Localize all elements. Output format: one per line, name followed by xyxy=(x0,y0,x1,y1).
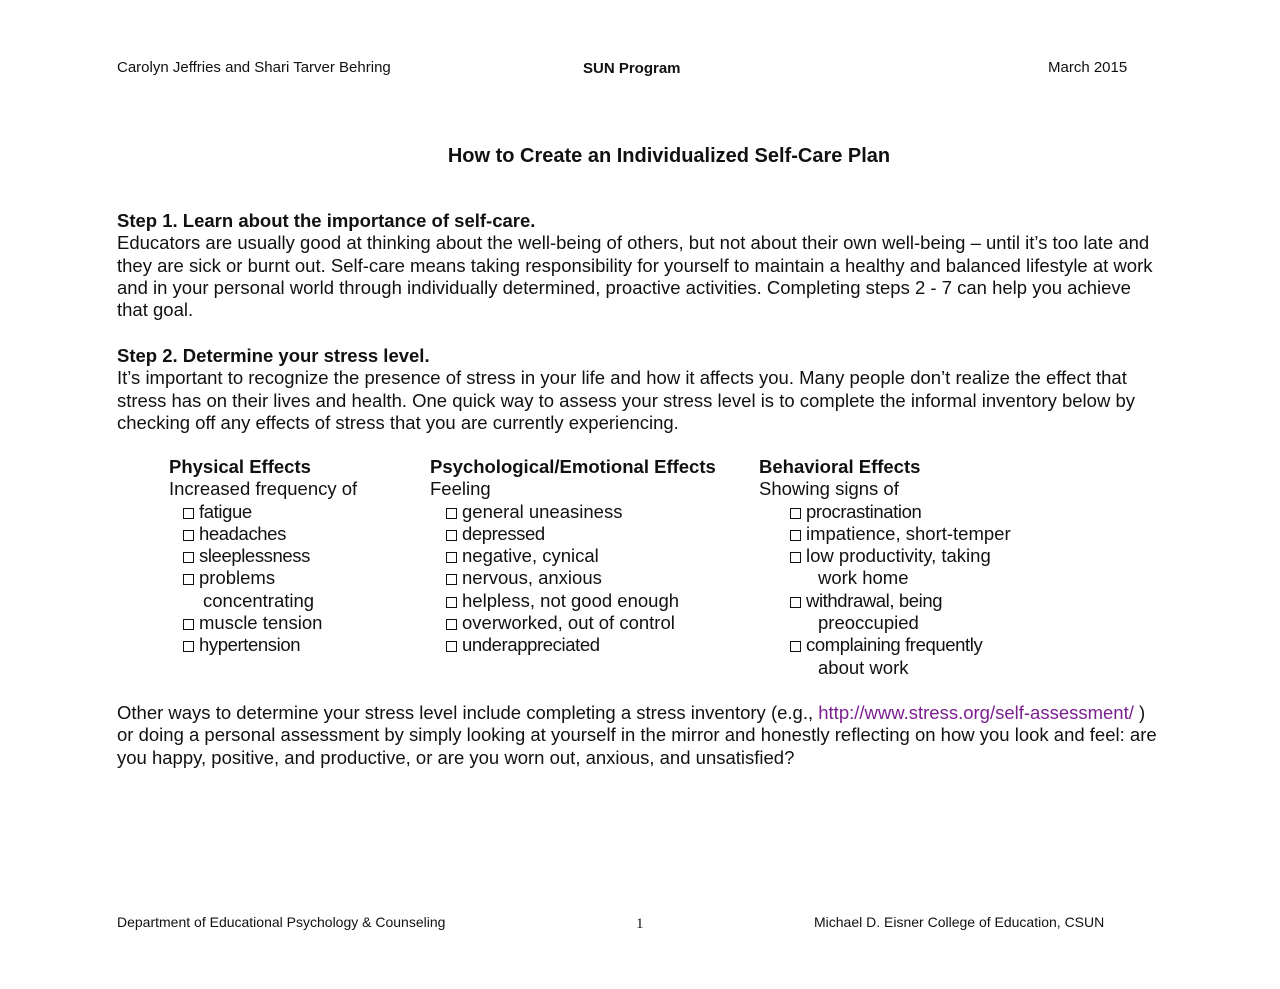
closing-text-after-link: ) or doing a personal assessment by simply looking at yourself in the mirror and honestly reflecting on how you look and feel: are you happy, positive, and productive, or are you worn out, anxious, and unsatisfied? xyxy=(117,702,1157,768)
psych-effects-heading: Psychological/Emotional Effects xyxy=(430,456,716,477)
step1-heading: Step 1. Learn about the importance of self-care. xyxy=(117,210,536,231)
checkbox-icon[interactable] xyxy=(446,552,457,563)
psych-effects-intro: Feeling xyxy=(430,478,491,500)
step1-body: Educators are usually good at thinking about the well-being of others, but not about their own well-being – until it’s too late and they are sick or burnt out. Self-care means taking responsibility for yourself to maintain a healthy and balanced lifestyle at work and in your personal world through individually determined, proactive activities. Completing steps 2 - 7 can help you achieve that goal. xyxy=(117,232,1153,321)
page-title: How to Create an Individualized Self-Care Plan xyxy=(447,145,891,167)
checklist-item-low-productivity[interactable] xyxy=(790,545,1011,590)
stress-inventory-link[interactable]: http://www.stress.org/self-assessment/ xyxy=(818,702,1134,723)
checklist-label: hypertension xyxy=(199,634,301,656)
checklist-item-depressed[interactable] xyxy=(446,523,716,545)
checklist-item-sleeplessness[interactable] xyxy=(183,545,357,567)
checklist-item-nervous-anxious[interactable] xyxy=(446,567,716,589)
checkbox-icon[interactable] xyxy=(790,597,801,608)
checkbox-icon[interactable] xyxy=(790,641,801,652)
checkbox-icon[interactable] xyxy=(790,552,801,563)
checkbox-icon[interactable] xyxy=(790,508,801,519)
physical-effects-column xyxy=(169,456,357,657)
checklist-item-complaining[interactable] xyxy=(790,634,1011,679)
checklist-label: general uneasiness xyxy=(462,500,623,522)
checkbox-icon[interactable] xyxy=(446,597,457,608)
checklist-label-continuation: about work xyxy=(818,656,909,678)
checklist-label: low productivity, taking xyxy=(806,545,991,567)
checklist-label: negative, cynical xyxy=(462,545,599,567)
checklist-label: sleeplessness xyxy=(199,545,311,567)
checklist-item-hypertension[interactable] xyxy=(183,634,357,656)
physical-effects-intro: Increased frequency of xyxy=(169,478,358,500)
checklist-item-impatience[interactable] xyxy=(790,523,1011,545)
behavioral-effects-heading: Behavioral Effects xyxy=(759,456,921,477)
checkbox-icon[interactable] xyxy=(446,641,457,652)
checklist-label: underappreciated xyxy=(462,634,600,656)
checklist-item-fatigue[interactable] xyxy=(183,501,357,523)
checklist-item-helpless[interactable] xyxy=(446,590,716,612)
step1-section xyxy=(117,210,1157,321)
checkbox-icon[interactable] xyxy=(790,530,801,541)
checkbox-icon[interactable] xyxy=(446,530,457,541)
checklist-label-continuation: preoccupied xyxy=(818,612,919,634)
physical-effects-heading: Physical Effects xyxy=(169,456,311,477)
footer-college: Michael D. Eisner College of Education, CSUN xyxy=(814,914,1105,930)
checklist-label: nervous, anxious xyxy=(462,567,602,589)
behavioral-effects-column xyxy=(759,456,1011,679)
checklist-item-headaches[interactable] xyxy=(183,523,357,545)
checklist-label: muscle tension xyxy=(199,612,323,634)
checklist-item-problems-concentrating[interactable] xyxy=(183,567,357,612)
checklist-item-general-uneasiness[interactable] xyxy=(446,501,716,523)
step2-heading: Step 2. Determine your stress level. xyxy=(117,345,430,366)
checklist-item-muscle-tension[interactable] xyxy=(183,612,357,634)
checkbox-icon[interactable] xyxy=(446,508,457,519)
checklist-label: headaches xyxy=(199,522,286,544)
physical-effects-list xyxy=(169,501,357,657)
checklist-label: problems xyxy=(199,567,276,589)
checkbox-icon[interactable] xyxy=(446,574,457,585)
checklist-item-procrastination[interactable] xyxy=(790,501,1011,523)
psych-effects-list xyxy=(430,501,716,657)
checklist-label: fatigue xyxy=(199,500,252,522)
checkbox-icon[interactable] xyxy=(183,574,194,585)
closing-text-before-link: Other ways to determine your stress level include completing a stress inventory (e.g., xyxy=(117,702,819,723)
step2-section xyxy=(117,345,1157,434)
checklist-label: overworked, out of control xyxy=(462,612,675,634)
footer-department: Department of Educational Psychology & Counseling xyxy=(117,914,446,930)
header-program: SUN Program xyxy=(583,60,681,77)
checklist-label: withdrawal, being xyxy=(806,589,943,611)
checkbox-icon[interactable] xyxy=(446,619,457,630)
closing-paragraph xyxy=(117,702,1157,769)
checklist-item-underappreciated[interactable] xyxy=(446,634,716,656)
checklist-label: helpless, not good enough xyxy=(462,589,680,611)
checkbox-icon[interactable] xyxy=(183,530,194,541)
psych-effects-column xyxy=(430,456,716,657)
checklist-label: complaining frequently xyxy=(806,634,983,656)
step2-body: It’s important to recognize the presence of stress in your life and how it affects you. Many people don’t realize the effect that stress has on their lives and health. One quick way to assess your stress level is to complete the informal inventory below by checking off any effects of stress that you are currently experiencing. xyxy=(117,367,1135,433)
checklist-label: depressed xyxy=(462,522,545,544)
checklist-item-negative-cynical[interactable] xyxy=(446,545,716,567)
checklist-label-continuation: work home xyxy=(818,567,909,589)
checklist-label-continuation: concentrating xyxy=(203,589,315,611)
behavioral-effects-list xyxy=(759,501,1011,679)
checkbox-icon[interactable] xyxy=(183,641,194,652)
footer-page-number: 1 xyxy=(636,916,644,932)
behavioral-effects-intro: Showing signs of xyxy=(759,478,899,500)
checklist-item-overworked[interactable] xyxy=(446,612,716,634)
header-authors: Carolyn Jeffries and Shari Tarver Behring xyxy=(117,59,391,76)
checklist-label: procrastination xyxy=(806,500,922,522)
header-date: March 2015 xyxy=(1048,59,1128,76)
checkbox-icon[interactable] xyxy=(183,508,194,519)
checklist-item-withdrawal[interactable] xyxy=(790,590,1011,635)
checkbox-icon[interactable] xyxy=(183,552,194,563)
checkbox-icon[interactable] xyxy=(183,619,194,630)
checklist-label: impatience, short-temper xyxy=(806,522,1011,544)
